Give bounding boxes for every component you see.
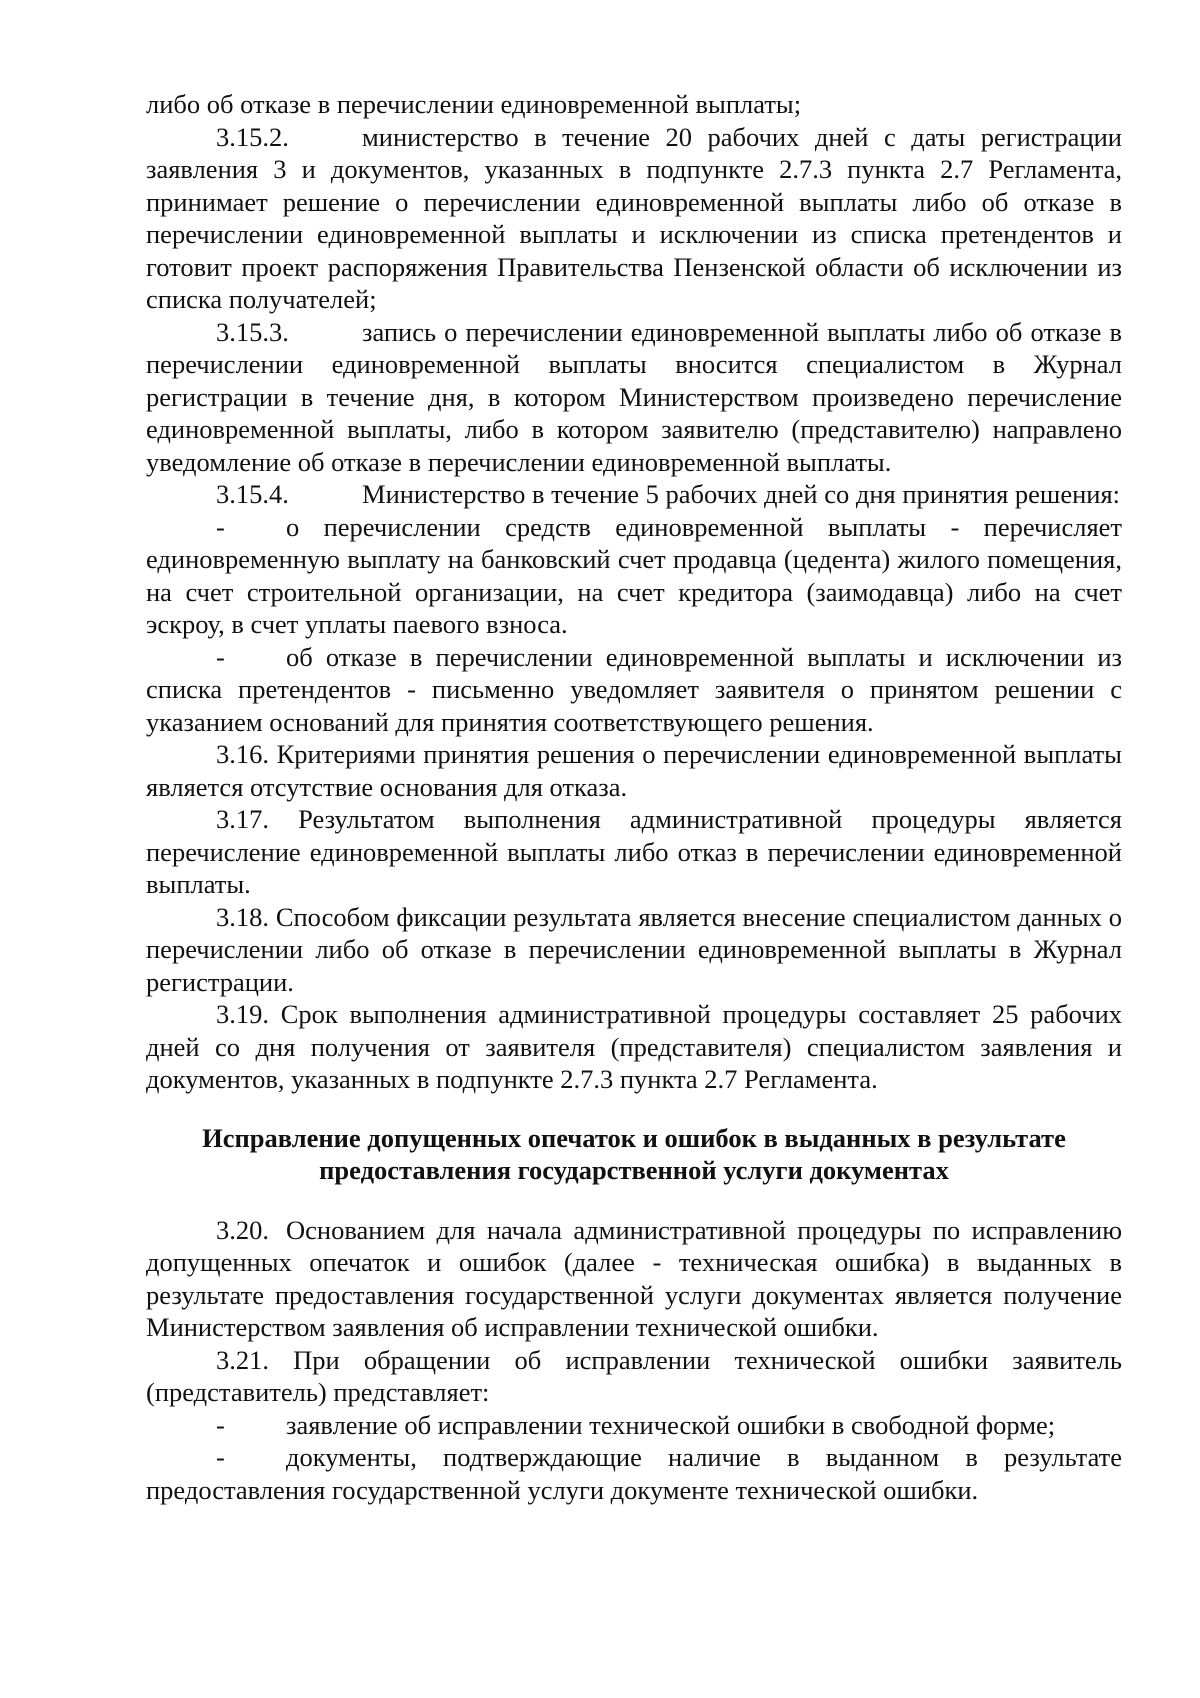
paragraph-text: Основанием для начала административной процедуры по исправлению допущенных опечаток и ошибок (далее - техническая ошибка) в выданных в результате предоставления государственной услуги документах является получение Министерством заявления об исправлении технической ошибки. [146, 1214, 1122, 1342]
paragraph-text: Министерство в течение 5 рабочих дней со дня принятия решения: [362, 479, 1120, 509]
list-item [146, 1409, 1122, 1442]
list-dash: - [216, 511, 225, 542]
list-item-text: об отказе в перечислении единовременной выплаты и исключении из списка претендентов - письменно уведомляет заявителя о принятом решении с указанием оснований для принятия соответствующего решения. [146, 641, 1122, 737]
item-number: 3.15.4. [216, 479, 289, 509]
list-item [146, 641, 1122, 739]
paragraph-3-19: 3.19. Срок выполнения административной процедуры составляет 25 рабочих дней со дня получения от заявителя (представителя) специалистом заявления и документов, указанных в подпункте 2.7.3 пункта 2.7 Регламента. [146, 999, 1122, 1094]
list-item-text: о перечислении средств единовременной выплаты - перечисляет единовременную выплату на банковский счет продавца (цедента) жилого помещения, на счет строительной организации, на счет кредитора (заимодавца) либо на счет эскроу, в счет уплаты паевого взноса. [146, 511, 1122, 639]
paragraph-3-20 [146, 1214, 1122, 1344]
list-dash: - [216, 1442, 225, 1472]
paragraph-3-18: 3.18. Способом фиксации результата является внесение специалистом данных о перечислении либо об отказе в перечислении единовременной выплаты в Журнал регистрации. [146, 901, 1122, 997]
section-heading [146, 1122, 1122, 1186]
item-number: 3.15.2. [216, 121, 289, 152]
paragraph-3-17: 3.17. Результатом выполнения административной процедуры является перечисление единовременной выплаты либо отказ в перечислении единовременной выплаты. [146, 804, 1122, 899]
list-item-text: заявление об исправлении технической ошибки в свободной форме; [286, 1409, 1056, 1440]
document-body [146, 88, 1122, 1506]
item-number: 3.15.3. [216, 316, 289, 347]
list-item [146, 511, 1122, 641]
list-item [146, 1441, 1122, 1506]
paragraph-text: запись о перечислении единовременной выплаты либо об отказе в перечислении единовременной выплаты вносится специалистом в Журнал регистрации в течение дня, в котором Министерством произведено перечисление единовременной выплаты, либо в котором заявителю (представителю) направлено уведомление об отказе в перечислении единовременной выплаты. [146, 316, 1122, 477]
section-heading-line: предоставления государственной услуги документах [319, 1154, 949, 1185]
list-dash: - [216, 1409, 225, 1440]
paragraph-3-15-2 [146, 121, 1122, 316]
paragraph-text: министерство в течение 20 рабочих дней с даты регистрации заявления 3 и документов, указанных в подпункте 2.7.3 пункта 2.7 Регламента, принимает решение о перечислении единовременной выплаты либо об отказе в перечислении единовременной выплаты и исключении из списка претендентов и готовит проект распоряжения Правительства Пензенской области об исключении из списка получателей; [146, 121, 1122, 314]
section-heading-line: Исправление допущенных опечаток и ошибок в выданных в результате [202, 1122, 1066, 1153]
paragraph-3-21: 3.21. При обращении об исправлении технической ошибки заявитель (представитель) представляет: [146, 1344, 1122, 1407]
paragraph-3-15-4 [146, 478, 1122, 511]
paragraph-3-16: 3.16. Критериями принятия решения о перечислении единовременной выплаты является отсутствие основания для отказа. [146, 739, 1122, 802]
item-number: 3.20. [216, 1214, 269, 1245]
list-dash: - [216, 641, 225, 672]
list-item-text: документы, подтверждающие наличие в выданном в результате предоставления государственной услуги документе технической ошибки. [146, 1442, 1122, 1505]
paragraph: либо об отказе в перечислении единовременной выплаты; [146, 89, 802, 119]
paragraph-3-15-3 [146, 316, 1122, 479]
